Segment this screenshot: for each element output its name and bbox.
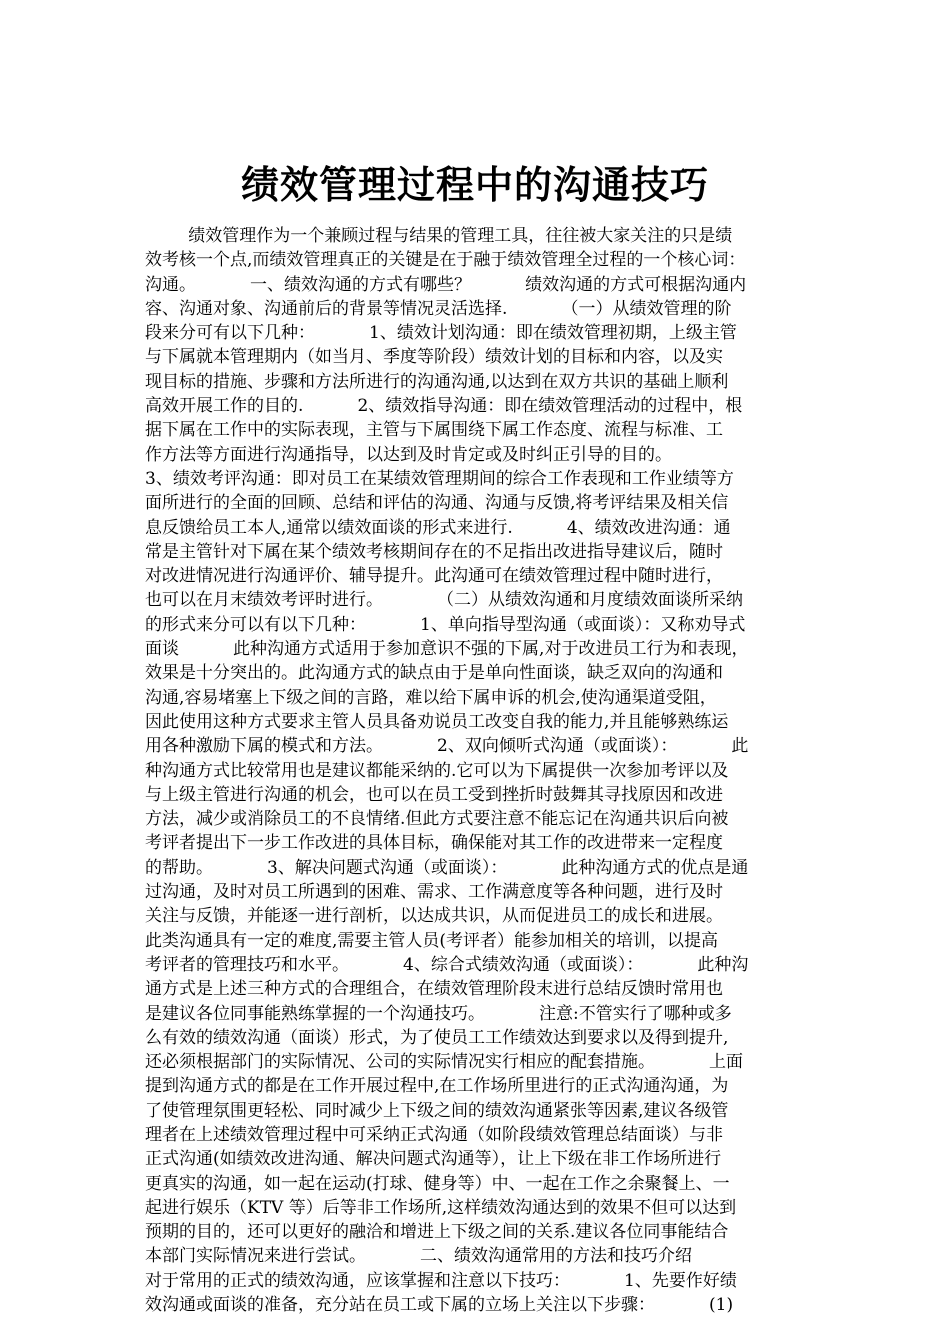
body-line: 绩效管理作为一个兼顾过程与结果的管理工具，往往被大家关注的只是绩 xyxy=(145,226,733,246)
body-line: 考评者提出下一步工作改进的具体目标，确保能对其工作的改进带来一定程度 xyxy=(145,833,723,854)
body-line: 作方法等方面进行沟通指导，以达到及时肯定或及时纠正引导的目的。 xyxy=(145,444,672,465)
body-line: 现目标的措施、步骤和方法所进行的沟通沟通,以达到在双方共识的基础上顺利 xyxy=(145,371,729,392)
body-line: 容、沟通对象、沟通前后的背景等情况灵活选择. （一）从绩效管理的阶 xyxy=(145,298,732,319)
body-line: 面谈 此种沟通方式适用于参加意识不强的下属,对于改进员工行为和表现， xyxy=(145,639,749,660)
body-line: 沟通。 一、绩效沟通的方式有哪些？ 绩效沟通的方式可根据沟通内 xyxy=(145,274,747,295)
body-line: 理者在上述绩效管理过程中可采纳正式沟通（如阶段绩效管理总结面谈）与非 xyxy=(145,1124,723,1145)
body-line: 还必须根据部门的实际情况、公司的实际情况实行相应的配套措施。 上面 xyxy=(145,1052,744,1073)
body-line: 与下属就本管理期内（如当月、季度等阶段）绩效计划的目标和内容，以及实 xyxy=(145,347,723,368)
body-line: 沟通,容易堵塞上下级之间的言路，难以给下属申诉的机会,使沟通渠道受阻， xyxy=(145,687,717,708)
body-line: 3、绩效考评沟通：即对员工在某绩效管理期间的综合工作表现和工作业绩等方 xyxy=(145,468,734,489)
body-line: 么有效的绩效沟通（面谈）形式，为了使员工工作绩效达到要求以及得到提升, xyxy=(145,1027,729,1048)
body-line: 对改进情况进行沟通评价、辅导提升。此沟通可在绩效管理过程中随时进行， xyxy=(145,566,723,587)
body-line: 用各种激励下属的模式和方法。 2、双向倾听式沟通（或面谈）： 此 xyxy=(145,736,749,757)
body-line: 据下属在工作中的实际表现，主管与下属围绕下属工作态度、流程与标准、工 xyxy=(145,420,723,441)
body-line: 也可以在月末绩效考评时进行。 （二）从绩效沟通和月度绩效面谈所采纳 xyxy=(145,590,744,611)
body-line: 的形式来分可以有以下几种： 1、单向指导型沟通（或面谈）：又称劝导式 xyxy=(145,614,746,635)
body-line: 通方式是上述三种方式的合理组合，在绩效管理阶段末进行总结反馈时常用也 xyxy=(145,979,723,1000)
body-line: 效果是十分突出的。此沟通方式的缺点由于是单向性面谈，缺乏双向的沟通和 xyxy=(145,663,723,684)
body-line: 息反馈给员工本人,通常以绩效面谈的形式来进行. 4、绩效改进沟通：通 xyxy=(145,517,731,538)
body-line: 高效开展工作的目的. 2、绩效指导沟通：即在绩效管理活动的过程中，根 xyxy=(145,396,743,417)
body-line: 种沟通方式比较常用也是建议都能采纳的.它可以为下属提供一次参加考评以及 xyxy=(145,760,729,781)
body-line: 关注与反馈，并能逐一进行剖析，以达成共识，从而促进员工的成长和进展。 xyxy=(145,906,723,927)
body-line: 了使管理氛围更轻松、同时减少上下级之间的绩效沟通紧张等因素,建议各级管 xyxy=(145,1100,729,1121)
body-line: 方法，减少或消除员工的不良情绪.但此方式要注意不能忘记在沟通共识后向被 xyxy=(145,809,729,830)
body-line: 效沟通或面谈的准备，充分站在员工或下属的立场上关注以下步骤： (1) xyxy=(145,1295,734,1316)
body-line: 效考核一个点,而绩效管理真正的关键是在于融于绩效管理全过程的一个核心词： xyxy=(145,250,746,271)
body-line: 正式沟通(如绩效改进沟通、解决问题式沟通等），让上下级在非工作场所进行 xyxy=(145,1149,722,1170)
body-line: 是建议各位同事能熟练掌握的一个沟通技巧。 注意:不管实行了哪种或多 xyxy=(145,1003,732,1024)
body-line: 面所进行的全面的回顾、总结和评估的沟通、沟通与反馈,将考评结果及相关信 xyxy=(145,493,729,514)
body-line: 对于常用的正式的绩效沟通，应该掌握和注意以下技巧： 1、先要作好绩 xyxy=(145,1270,737,1291)
body-line: 起进行娱乐（KTV 等）后等非工作场所,这样绩效沟通达到的效果不但可以达到 xyxy=(145,1197,737,1218)
body-line: 更真实的沟通，如一起在运动(打球、健身等）中、一起在工作之余聚餐上、一 xyxy=(145,1173,730,1194)
body-line: 段来分可有以下几种： 1、绩效计划沟通：即在绩效管理初期，上级主管 xyxy=(145,323,737,344)
body-line: 过沟通，及时对员工所遇到的困难、需求、工作满意度等各种问题，进行及时 xyxy=(145,882,723,903)
document-body xyxy=(145,224,815,1317)
body-line: 预期的目的，还可以更好的融洽和增进上下级之间的关系.建议各位同事能结合 xyxy=(145,1222,729,1243)
body-line: 此类沟通具有一定的难度,需要主管人员(考评者）能参加相关的培训，以提高 xyxy=(145,930,719,951)
body-line: 提到沟通方式的都是在工作开展过程中,在工作场所里进行的正式沟通沟通，为 xyxy=(145,1076,729,1097)
body-line: 考评者的管理技巧和水平。 4、综合式绩效沟通（或面谈）： 此种沟 xyxy=(145,954,749,975)
body-line: 的帮助。 3、解决问题式沟通（或面谈）： 此种沟通方式的优点是通 xyxy=(145,857,749,878)
document-title: 绩效管理过程中的沟通技巧 xyxy=(240,162,709,207)
body-line: 常是主管针对下属在某个绩效考核期间存在的不足指出改进指导建议后，随时 xyxy=(145,541,723,562)
body-line: 因此使用这种方式要求主管人员具备劝说员工改变自我的能力,并且能够熟练运 xyxy=(145,711,729,732)
body-line: 本部门实际情况来进行尝试。 二、绩效沟通常用的方法和技巧介绍 xyxy=(145,1246,693,1267)
body-line: 与上级主管进行沟通的机会，也可以在员工受到挫折时鼓舞其寻找原因和改进 xyxy=(145,784,723,805)
